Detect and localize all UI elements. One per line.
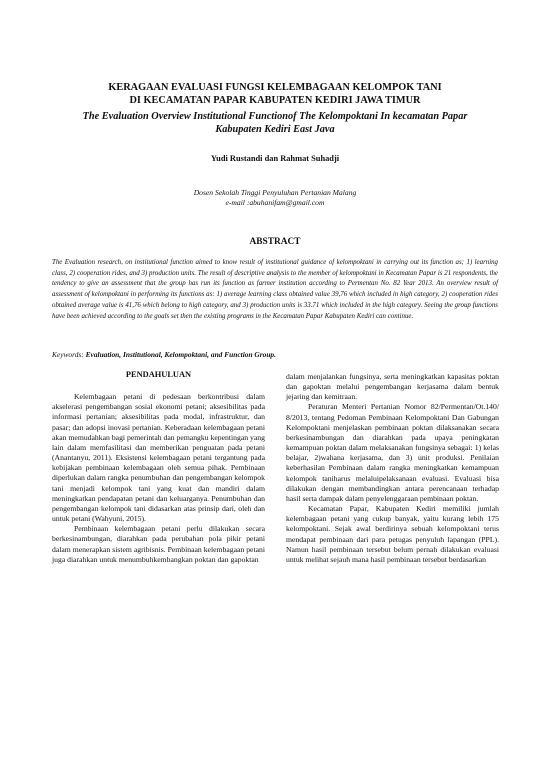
affiliation-block (40, 188, 510, 208)
abstract-heading: ABSTRACT (249, 237, 301, 247)
title-id-line-2: DI KECAMATAN PAPAR KABUPATEN KEDIRI JAWA TIMUR (129, 95, 421, 106)
paragraph: Kelembagaan petani di pedesaan berkontribusi dalam akselerasi pengembangan sosial ekonomi petani; aksesibilitas pada informasi pertanian; aksesibilitas pada modal, infrastruktur, dan pasar; dan adopsi inovasi pertanian. Keberadaan kelembagaan petani akan memudahkan bagi pemerintah dan pemangku kepentingan yang lain dalam memfasilitasi dan memberikan penguatan pada petani (Anantanyu, 2011). Eksistensi kelembagaan petani tergantung pada kebijakan pembinaan kelembagaan oleh semua pihak. Pembinaan diperlukan dalam rangka penumbuhan dan pengembangan kelompok tani menjadi kelompok tani yang kuat dan mandiri dalam meningkatkan pendapatan petani dan keluarganya. Penumbuhan dan pengembangan kelompok tani didasarkan atas prinsip dari, oleh dan untuk petani (Wahyuni, 2015). (52, 392, 265, 524)
author-email: e-mail :abuhanifam@gmail.com (225, 198, 325, 207)
title-id-line-1: KERAGAAN EVALUASI FUNGSI KELEMBAGAAN KELOMPOK TANI (108, 82, 442, 93)
affiliation: Dosen Sekolah Tinggi Penyuluhan Pertanian Malang (193, 188, 357, 197)
section-heading: PENDAHULUAN (125, 370, 192, 379)
paragraph: dalam menjalankan fungsinya, serta meningkatkan kapasitas poktan dan gapoktan melalui pengembangan kerjasama dalam bentuk jejaring dan kemitraan. (286, 372, 499, 402)
paragraph: Pembinaan kelembagaan petani perlu dilakukan secara berkesinambungan, diarahkan pada perubahan pola pikir petani dalam menerapkan sistem agribisnis. Pembinaan kelembagaan petani juga diarahkan untuk menumbuhkembangkan poktan dan gapoktan (52, 524, 265, 564)
paragraph: Peraturan Menteri Pertanian Nomor 82/Permentan/Ot.140/ 8/2013, tentang Pedoman Pembinaan Kelompoktani Dan Gabungan Kelompoktani menjelaskan pembinaan poktan dilaksanakan secara berkesinambungan dan diarahkan pada upaya peningkatan kemampuan poktan dalam melaksanakan fungsinya sebagai: 1) kelas belajar, 2)wahana kerjasama, dan 3) unit produksi. Penilaian keberhasilan Pembinaan dalam rangka meningkatkan kemampuan kelompok taniharus melaluipelaksanaan evaluasi. Evaluasi bisa dilakukan dengan membandingkan antara perencanaan terhadap hasil serta dampak dalam penyelenggaraan pembinaan poktan. (286, 402, 499, 503)
keywords (52, 350, 498, 359)
keywords-label: Keywords: (52, 350, 84, 359)
paper-title-english (40, 110, 510, 136)
paper-title-indonesian (40, 81, 510, 107)
left-column (52, 370, 265, 565)
right-column (286, 372, 499, 565)
title-en-line-1: The Evaluation Overview Institutional Functionof The Kelompoktani In kecamatan Papar (82, 111, 468, 122)
paragraph: Kecamatan Papar, Kabupaten Kediri memiliki jumlah kelembagaan petani yang cukup banyak, yaitu kurang lebih 175 kelompoktani. Sejak awal berdirinya sebuah kelompoktani terus mendapat pembinaan dari para petugas penyuluh lapangan (PPL). Namun hasil pembinaan tersebut belum pernah dilakukan evaluasi untuk melihat sejauh mana hasil pembinaan tersebut berdasarkan (286, 504, 499, 564)
authors: Yudi Rustandi dan Rahmat Suhadji (210, 154, 340, 163)
abstract-text: The Evaluation research, on institutional function aimed to know result of institutional guidance of kelompoktani in carrying out its function as; 1) learning class, 2) cooperation rides, and 3) production units. The result of descriptive analysis to the member of kelompoktani in Kecamatan Papar is 21 respondents, the tendency to give an assessment that the group has run its function as farmer institution according to Permentan No. 82 Year 2013. An overview result of assessment of kelompoktani in performing its functions as: 1) average learning class obtained value 39,76 which included in high category, 2) cooperation rides obtained average value is 41,76 which belong to high category, and 3) production units is 33.71 which included in the high category. Seeing the group functions have been achieved according to the goals set then the existing programs in the Kecamatan Papar Kabupaten Kediri can continue. (52, 259, 498, 320)
title-en-line-2: Kabupaten Kediri East Java (215, 124, 335, 135)
keywords-value: Evaluation, Institutional, Kelompoktani, and Function Group. (85, 350, 276, 359)
